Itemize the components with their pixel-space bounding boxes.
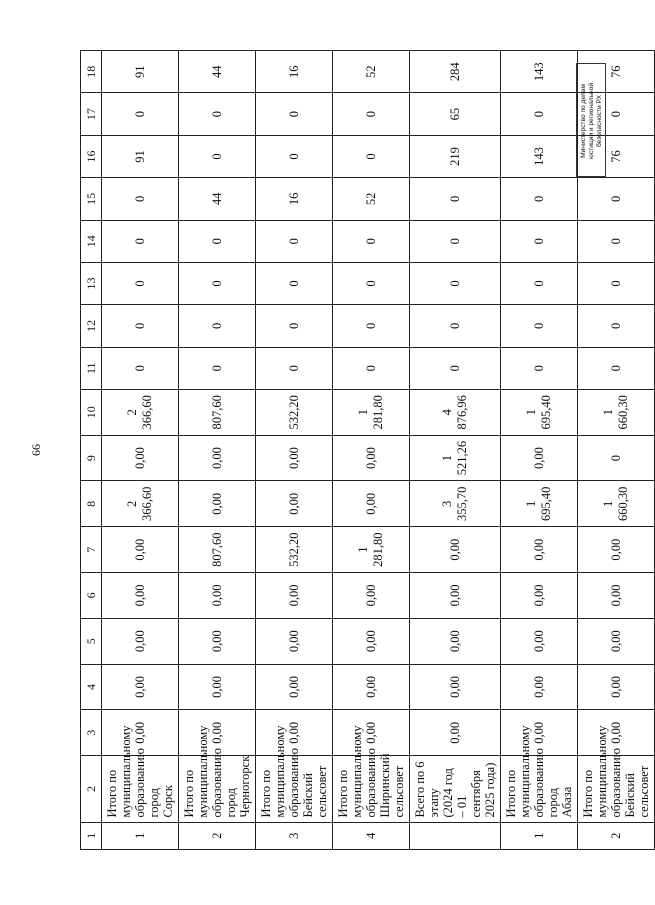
value-cell: 0,00 — [578, 710, 655, 756]
value-cell: 0,00 — [333, 618, 410, 664]
value-cell: 2 366,60 — [102, 389, 179, 435]
registration-stamp — [576, 63, 606, 177]
value-cell: 0,00 — [102, 664, 179, 710]
column-number-cell: 7 — [81, 527, 102, 573]
value-cell: 1 660,30 — [578, 389, 655, 435]
row-index-cell: 1 — [102, 822, 179, 849]
value-cell: 3 355,70 — [410, 481, 501, 527]
value-cell: 143 — [501, 135, 578, 177]
value-cell: 1 281,80 — [333, 527, 410, 573]
column-number-cell: 18 — [81, 51, 102, 93]
value-cell: 0,00 — [501, 664, 578, 710]
value-cell: 0 — [578, 93, 655, 135]
value-cell: 0,00 — [333, 435, 410, 481]
value-cell: 0 — [333, 93, 410, 135]
table-row — [102, 51, 179, 850]
value-cell: 0 — [333, 347, 410, 389]
column-number-cell: 3 — [81, 710, 102, 756]
value-cell: 284 — [410, 51, 501, 93]
value-cell: 0,00 — [410, 664, 501, 710]
stamp-line: безопасности РХ — [596, 95, 603, 148]
row-index-cell — [410, 822, 501, 849]
row-name-cell: Итого по муниципальному образованию город Черногорск — [179, 756, 256, 822]
row-name-cell: Итого по муниципальному образованию город Сорск — [102, 756, 179, 822]
value-cell: 143 — [501, 51, 578, 93]
value-cell: 807,60 — [179, 527, 256, 573]
value-cell: 0 — [578, 435, 655, 481]
column-number-cell: 4 — [81, 664, 102, 710]
value-cell: 91 — [102, 135, 179, 177]
value-cell: 0,00 — [501, 618, 578, 664]
value-cell: 0 — [410, 347, 501, 389]
value-cell: 0 — [256, 262, 333, 304]
value-cell: 65 — [410, 93, 501, 135]
value-cell: 0,00 — [256, 618, 333, 664]
value-cell: 2 366,60 — [102, 481, 179, 527]
value-cell: 0,00 — [333, 573, 410, 619]
value-cell: 0,00 — [256, 481, 333, 527]
row-index-cell: 1 — [501, 822, 578, 849]
value-cell: 1 695,40 — [501, 481, 578, 527]
row-name-cell: Итого по муниципальному образованию город Абаза — [501, 756, 578, 822]
value-cell: 0 — [179, 347, 256, 389]
value-cell: 0 — [410, 262, 501, 304]
value-cell: 0,00 — [578, 527, 655, 573]
value-cell: 4 876,96 — [410, 389, 501, 435]
value-cell: 0,00 — [179, 573, 256, 619]
value-cell: 0,00 — [578, 573, 655, 619]
value-cell: 0,00 — [410, 710, 501, 756]
value-cell: 0 — [501, 347, 578, 389]
stamp-text — [577, 64, 607, 178]
value-cell: 0,00 — [102, 618, 179, 664]
column-number-cell: 15 — [81, 178, 102, 220]
value-cell: 0,00 — [102, 435, 179, 481]
value-cell: 0 — [179, 305, 256, 347]
column-number-cell: 6 — [81, 573, 102, 619]
value-cell: 0,00 — [102, 527, 179, 573]
value-cell: 0 — [102, 178, 179, 220]
column-number-cell: 5 — [81, 618, 102, 664]
column-number-cell: 2 — [81, 756, 102, 822]
value-cell: 0 — [102, 305, 179, 347]
column-number-cell: 8 — [81, 481, 102, 527]
column-number-cell: 12 — [81, 305, 102, 347]
page-number: 66 — [29, 444, 43, 456]
value-cell: 0,00 — [102, 573, 179, 619]
value-cell: 0 — [501, 178, 578, 220]
value-cell: 0 — [501, 220, 578, 262]
value-cell: 0,00 — [501, 435, 578, 481]
value-cell: 0 — [578, 220, 655, 262]
row-index-cell: 2 — [578, 822, 655, 849]
value-cell: 44 — [179, 51, 256, 93]
value-cell: 0 — [179, 262, 256, 304]
value-cell: 0,00 — [578, 664, 655, 710]
value-cell: 0,00 — [501, 573, 578, 619]
value-cell: 0,00 — [256, 573, 333, 619]
value-cell: 0,00 — [410, 573, 501, 619]
value-cell: 0 — [578, 347, 655, 389]
value-cell: 807,60 — [179, 389, 256, 435]
value-cell: 0,00 — [410, 618, 501, 664]
table-row — [501, 51, 578, 850]
value-cell: 0 — [179, 135, 256, 177]
value-cell: 219 — [410, 135, 501, 177]
value-cell: 0 — [410, 178, 501, 220]
row-name-cell: Итого по муниципальному образованию Бейский сельсовет — [578, 756, 655, 822]
stamp-line: Министерство по делам — [580, 84, 587, 158]
value-cell: 0 — [410, 305, 501, 347]
value-cell: 0 — [333, 305, 410, 347]
value-cell: 0,00 — [578, 618, 655, 664]
column-number-cell: 16 — [81, 135, 102, 177]
value-cell: 1 521,26 — [410, 435, 501, 481]
value-cell: 0,00 — [256, 664, 333, 710]
value-cell: 0 — [102, 262, 179, 304]
value-cell: 0 — [501, 93, 578, 135]
value-cell: 76 — [578, 51, 655, 93]
table-row — [410, 51, 501, 850]
value-cell: 44 — [179, 178, 256, 220]
row-index-cell: 4 — [333, 822, 410, 849]
column-number-cell: 14 — [81, 220, 102, 262]
value-cell: 0,00 — [256, 435, 333, 481]
value-cell: 1 695,40 — [501, 389, 578, 435]
value-cell: 16 — [256, 51, 333, 93]
table-row — [256, 51, 333, 850]
value-cell: 0,00 — [410, 527, 501, 573]
column-number-cell: 1 — [81, 822, 102, 849]
value-cell: 532,20 — [256, 389, 333, 435]
row-index-cell: 2 — [179, 822, 256, 849]
column-number-cell: 13 — [81, 262, 102, 304]
value-cell: 0 — [102, 220, 179, 262]
value-cell: 0 — [256, 93, 333, 135]
value-cell: 0 — [102, 93, 179, 135]
value-cell: 0 — [256, 347, 333, 389]
value-cell: 0,00 — [333, 481, 410, 527]
value-cell: 0,00 — [501, 710, 578, 756]
row-index-cell: 3 — [256, 822, 333, 849]
row-name-cell: Итого по муниципальному образованию Ширинский сельсовет — [333, 756, 410, 822]
table-row — [179, 51, 256, 850]
value-cell: 16 — [256, 178, 333, 220]
value-cell: 76 — [578, 135, 655, 177]
column-number-cell: 9 — [81, 435, 102, 481]
stamp-line: юстиции и региональной — [588, 82, 595, 160]
value-cell: 0 — [179, 220, 256, 262]
column-number-cell: 17 — [81, 93, 102, 135]
value-cell: 52 — [333, 178, 410, 220]
row-name-cell: Итого по муниципальному образованию Бейский сельсовет — [256, 756, 333, 822]
column-number-row — [81, 51, 102, 850]
value-cell: 0 — [256, 220, 333, 262]
value-cell: 0,00 — [179, 710, 256, 756]
value-cell: 91 — [102, 51, 179, 93]
value-cell: 52 — [333, 51, 410, 93]
value-cell: 0 — [410, 220, 501, 262]
value-cell: 0 — [578, 305, 655, 347]
data-table — [80, 50, 655, 850]
value-cell: 532,20 — [256, 527, 333, 573]
value-cell: 0 — [333, 135, 410, 177]
value-cell: 0,00 — [179, 435, 256, 481]
value-cell: 0,00 — [333, 710, 410, 756]
table-row — [333, 51, 410, 850]
value-cell: 0 — [501, 262, 578, 304]
value-cell: 0,00 — [179, 664, 256, 710]
value-cell: 0 — [578, 178, 655, 220]
value-cell: 0,00 — [333, 664, 410, 710]
value-cell: 0 — [256, 305, 333, 347]
value-cell: 0,00 — [102, 710, 179, 756]
value-cell: 0 — [501, 305, 578, 347]
value-cell: 0 — [179, 93, 256, 135]
value-cell: 0 — [256, 135, 333, 177]
value-cell: 0,00 — [179, 481, 256, 527]
column-number-cell: 11 — [81, 347, 102, 389]
value-cell: 0 — [102, 347, 179, 389]
value-cell: 0,00 — [179, 618, 256, 664]
value-cell: 1 281,80 — [333, 389, 410, 435]
row-name-cell: Всего по 6 этапу (2024 год – 01 сентября 2025 года) — [410, 756, 501, 822]
value-cell: 0 — [578, 262, 655, 304]
value-cell: 1 660,30 — [578, 481, 655, 527]
value-cell: 0,00 — [501, 527, 578, 573]
value-cell: 0 — [333, 262, 410, 304]
value-cell: 0,00 — [256, 710, 333, 756]
column-number-cell: 10 — [81, 389, 102, 435]
value-cell: 0 — [333, 220, 410, 262]
